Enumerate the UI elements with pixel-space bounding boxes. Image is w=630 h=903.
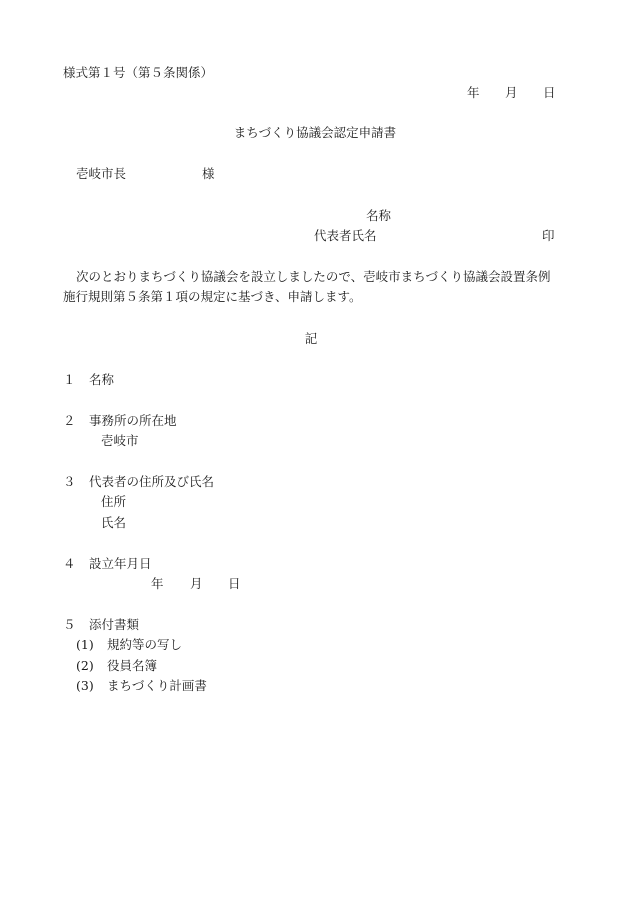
item2-number: ２ bbox=[63, 413, 76, 428]
item2-value: 壱岐市 bbox=[101, 433, 139, 448]
attachment-2-number: (2) bbox=[76, 658, 94, 673]
item4-day-label: 日 bbox=[228, 576, 241, 591]
attachment-1-number: (1) bbox=[76, 637, 94, 652]
document-title: まちづくり協議会認定申請書 bbox=[233, 125, 397, 140]
form-number: 様式第１号（第５条関係） bbox=[63, 65, 214, 80]
item5-number: ５ bbox=[63, 617, 76, 632]
body-text-line1: 次のとおりまちづくり協議会を設立しましたので、壱岐市まちづくり協議会設置条例 bbox=[76, 269, 551, 284]
item4-year-label: 年 bbox=[151, 576, 164, 591]
date-month-label: 月 bbox=[505, 85, 518, 100]
attachment-1-label: 規約等の写し bbox=[107, 637, 183, 652]
representative-label: 代表者氏名 bbox=[314, 228, 377, 243]
item1-number: １ bbox=[63, 372, 76, 387]
item3-number: ３ bbox=[63, 474, 76, 489]
addressee: 壱岐市長 bbox=[76, 166, 127, 181]
item3-address-label: 住所 bbox=[101, 494, 127, 509]
addressee-honorific: 様 bbox=[202, 166, 215, 181]
item4-label: 設立年月日 bbox=[89, 556, 152, 571]
item5-label: 添付書類 bbox=[89, 617, 140, 632]
attachment-3-number: (3) bbox=[76, 678, 94, 693]
seal-mark: 印 bbox=[542, 228, 555, 243]
item2-label: 事務所の所在地 bbox=[89, 413, 177, 428]
item1-label: 名称 bbox=[89, 372, 115, 387]
item4-month-label: 月 bbox=[190, 576, 203, 591]
date-day-label: 日 bbox=[543, 85, 556, 100]
date-year-label: 年 bbox=[467, 85, 480, 100]
item3-name-label: 氏名 bbox=[101, 515, 127, 530]
item4-number: ４ bbox=[63, 556, 76, 571]
item3-label: 代表者の住所及び氏名 bbox=[89, 474, 215, 489]
attachment-2-label: 役員名簿 bbox=[107, 658, 158, 673]
applicant-name-label: 名称 bbox=[366, 208, 392, 223]
body-text-line2: 施行規則第５条第１項の規定に基づき、申請します。 bbox=[63, 289, 362, 304]
attachment-3-label: まちづくり計画書 bbox=[107, 678, 207, 693]
ki-heading: 記 bbox=[304, 331, 318, 346]
